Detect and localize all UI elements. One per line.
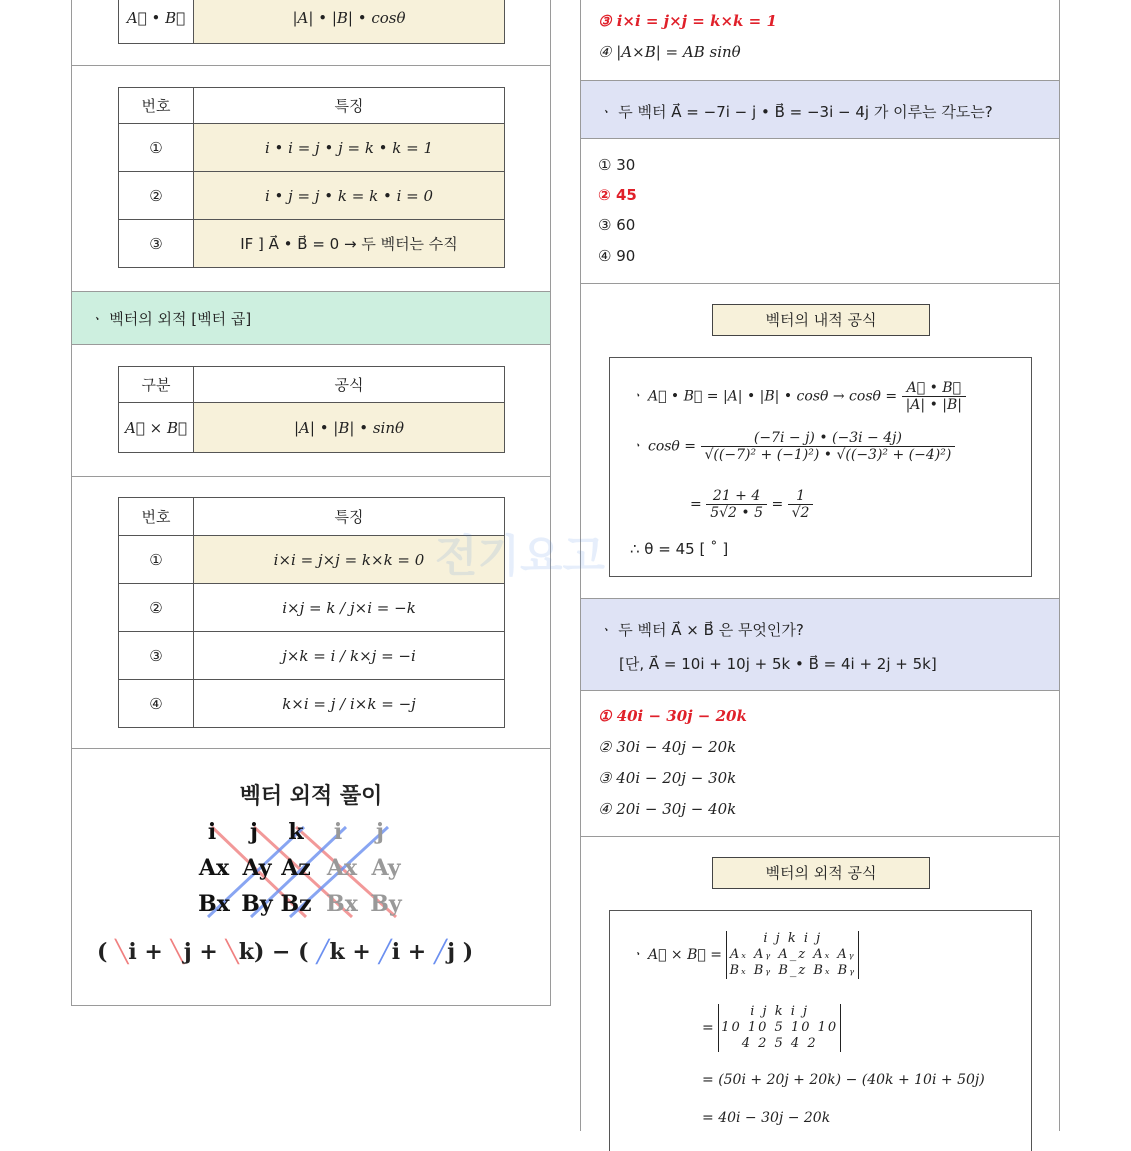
diagram-cell: By bbox=[241, 891, 273, 917]
option bbox=[598, 769, 736, 787]
option-correct bbox=[598, 12, 777, 30]
fraction bbox=[788, 488, 814, 521]
col-header-number: 번호 bbox=[119, 498, 194, 536]
question-condition: [단, A⃗ = 10i + 10j + 5k • B⃗ = 4i + 2j + 5k] bbox=[619, 655, 937, 673]
col-header-number: 번호 bbox=[119, 88, 194, 124]
dot-product-table bbox=[118, 0, 505, 44]
option bbox=[598, 738, 736, 756]
watermark: 전기요고 bbox=[435, 531, 606, 582]
option-text: |A×B| = AB sinθ bbox=[616, 43, 741, 61]
right-column bbox=[580, 0, 1060, 1131]
matrix-row: i j k i j bbox=[763, 931, 823, 946]
option bbox=[598, 156, 635, 174]
dot-formula: |A| • |B| • cosθ bbox=[194, 0, 505, 44]
cross-result-formula bbox=[97, 939, 473, 965]
equals: = bbox=[702, 1072, 714, 1088]
row-number: ③ bbox=[119, 632, 194, 680]
dot-properties-table bbox=[118, 87, 505, 268]
diagram-cell: j bbox=[250, 819, 258, 845]
dot-formula-box bbox=[609, 357, 1032, 577]
diagram-cell: Bz bbox=[280, 891, 312, 917]
cross-formula-title: 벡터의 외적 공식 bbox=[712, 857, 930, 889]
option bbox=[598, 247, 635, 265]
row-feature: j×k = i / k×j = −i bbox=[194, 632, 505, 680]
option-number: ④ bbox=[598, 800, 612, 818]
dot-label: A⃗ • B⃗ bbox=[119, 0, 194, 44]
denominator: 5√2 • 5 bbox=[710, 505, 763, 521]
diagram-cell: j bbox=[376, 819, 384, 845]
question-angle bbox=[581, 80, 1059, 139]
left-column bbox=[71, 0, 551, 1006]
formula-line: 40i − 30j − 20k bbox=[718, 1110, 831, 1126]
formula-part: j ) bbox=[447, 939, 474, 965]
option-number: ③ bbox=[598, 769, 612, 787]
formula-part: i + bbox=[128, 939, 163, 965]
option-text: 40i − 30j − 20k bbox=[616, 707, 747, 725]
denominator: √2 bbox=[791, 505, 810, 521]
matrix-row: 10 10 5 10 10 bbox=[721, 1020, 839, 1035]
formula-line: (50i + 20j + 20k) − (40k + 10i + 50j) bbox=[718, 1072, 985, 1088]
diagram-cell: k bbox=[288, 819, 304, 845]
numerator: 21 + 4 bbox=[706, 488, 767, 505]
row-feature: i×i = j×j = k×k = 0 bbox=[194, 536, 505, 584]
section-cross-product bbox=[72, 291, 550, 345]
diagram-cell: Bx bbox=[198, 891, 230, 917]
option-number: ③ bbox=[598, 12, 612, 30]
diagram-cell: Bx bbox=[326, 891, 358, 917]
figure-title: 벡터 외적 풀이 bbox=[239, 783, 383, 809]
option-correct bbox=[598, 707, 747, 725]
row-number: ① bbox=[119, 536, 194, 584]
cross-formula-box bbox=[609, 910, 1032, 1151]
row-number: ② bbox=[119, 584, 194, 632]
section-title: ㆍ 벡터의 외적 [벡터 곱] bbox=[90, 310, 252, 328]
formula-line: ㆍ cosθ = bbox=[630, 438, 697, 455]
option-number: ④ bbox=[598, 43, 612, 61]
row-feature: k×i = j / i×k = −j bbox=[194, 680, 505, 728]
matrix bbox=[718, 1004, 841, 1052]
blue-slash-icon: ╱ bbox=[433, 939, 448, 965]
equals: = bbox=[771, 496, 784, 513]
fraction bbox=[701, 430, 956, 463]
row-number: ① bbox=[119, 124, 194, 172]
option bbox=[598, 800, 736, 818]
formula-lead: ㆍ A⃗ × B⃗ = bbox=[630, 947, 722, 963]
option bbox=[598, 216, 635, 234]
formula-part: i + bbox=[391, 939, 427, 965]
col-header-formula: 공식 bbox=[194, 367, 505, 403]
formula-line: ㆍ A⃗ • B⃗ = |A| • |B| • cosθ → cosθ = bbox=[630, 388, 898, 405]
numerator: (−7i − j) • (−3i − 4j) bbox=[701, 430, 956, 447]
equals: = bbox=[702, 1020, 714, 1036]
formula-part: k + bbox=[329, 939, 371, 965]
divider bbox=[72, 476, 550, 477]
col-header-type: 구분 bbox=[119, 367, 194, 403]
question-cross bbox=[581, 598, 1059, 691]
col-header-feature: 특징 bbox=[194, 498, 505, 536]
formula-part: ( bbox=[97, 939, 108, 965]
row-feature: i • i = j • j = k • k = 1 bbox=[194, 124, 505, 172]
row-number: ③ bbox=[119, 220, 194, 268]
blue-slash-icon: ╱ bbox=[378, 939, 392, 965]
row-number: ② bbox=[119, 172, 194, 220]
equals: = bbox=[702, 1110, 714, 1126]
col-header-feature: 특징 bbox=[194, 88, 505, 124]
denominator: √((−7)² + (−1)²) • √((−3)² + (−4)²) bbox=[704, 447, 952, 463]
option-text: 60 bbox=[616, 216, 636, 234]
diagram-cell: i bbox=[333, 819, 343, 845]
matrix-row: i j k i j bbox=[750, 1004, 810, 1019]
row-feature: IF ] A⃗ • B⃗ = 0 → 두 벡터는 수직 bbox=[194, 220, 505, 268]
numerator: 1 bbox=[788, 488, 814, 505]
formula-part: j + bbox=[183, 939, 218, 965]
numerator: A⃗ • B⃗ bbox=[902, 380, 966, 397]
formula-part: k) − ( bbox=[238, 939, 309, 965]
red-slash-icon: ╲ bbox=[225, 939, 239, 965]
option-text: i×i = j×j = k×k = 1 bbox=[616, 12, 777, 30]
fraction bbox=[706, 488, 767, 521]
option-number: ③ bbox=[598, 216, 612, 234]
diagram-cell: Ax bbox=[326, 855, 358, 881]
option-text: 20i − 30j − 40k bbox=[616, 800, 737, 818]
option-number: ① bbox=[598, 156, 612, 174]
question-text: ㆍ 두 벡터 A⃗ × B⃗ 은 무엇인가? bbox=[599, 621, 804, 639]
denominator: |A| • |B| bbox=[905, 397, 963, 413]
fraction bbox=[902, 380, 966, 413]
matrix-row: Bₓ Bᵧ B_z Bₓ Bᵧ bbox=[729, 963, 857, 978]
cross-formula: |A| • |B| • sinθ bbox=[194, 403, 505, 453]
option-text: 30 bbox=[616, 156, 636, 174]
option-text: 90 bbox=[616, 247, 636, 265]
row-number: ④ bbox=[119, 680, 194, 728]
option-text: 40i − 20j − 30k bbox=[616, 769, 737, 787]
row-feature: i • j = j • k = k • i = 0 bbox=[194, 172, 505, 220]
matrix bbox=[726, 931, 859, 979]
diagram-cell: Ay bbox=[242, 855, 272, 881]
question-text: ㆍ 두 벡터 A⃗ = −7i − j • B⃗ = −3i − 4j 가 이루는 각도는? bbox=[599, 103, 993, 121]
row-feature: i×j = k / j×i = −k bbox=[194, 584, 505, 632]
option-number: ④ bbox=[598, 247, 612, 265]
divider bbox=[581, 836, 1059, 837]
cross-product-figure bbox=[72, 749, 550, 1004]
equals: = bbox=[690, 496, 702, 513]
matrix-row: Aₓ Aᵧ A_z Aₓ Aᵧ bbox=[729, 947, 856, 962]
option-number: ② bbox=[598, 186, 611, 204]
dot-formula-title: 벡터의 내적 공식 bbox=[712, 304, 930, 336]
option bbox=[598, 43, 741, 61]
diagram-cell: By bbox=[370, 891, 402, 917]
option-number: ② bbox=[598, 738, 612, 756]
option-text: 45 bbox=[615, 186, 637, 204]
option-correct bbox=[598, 186, 637, 204]
red-slash-icon: ╲ bbox=[115, 939, 129, 965]
diagram-cell: Ax bbox=[198, 855, 230, 881]
red-slash-icon: ╲ bbox=[170, 939, 184, 965]
diagram-cell: Ay bbox=[371, 855, 401, 881]
divider bbox=[581, 283, 1059, 284]
diagram-cell: Az bbox=[281, 855, 311, 881]
blue-slash-icon: ╱ bbox=[316, 939, 330, 965]
dot-result: ∴ θ = 45 [ ˚ ] bbox=[630, 540, 729, 558]
option-number: ① bbox=[598, 707, 612, 725]
cross-product-table bbox=[118, 366, 505, 453]
cross-label: A⃗ × B⃗ bbox=[119, 403, 194, 453]
matrix-row: 4 2 5 4 2 bbox=[741, 1036, 818, 1051]
diagram-cell: i bbox=[207, 819, 217, 845]
option-text: 30i − 40j − 20k bbox=[616, 738, 737, 756]
divider bbox=[72, 65, 550, 66]
